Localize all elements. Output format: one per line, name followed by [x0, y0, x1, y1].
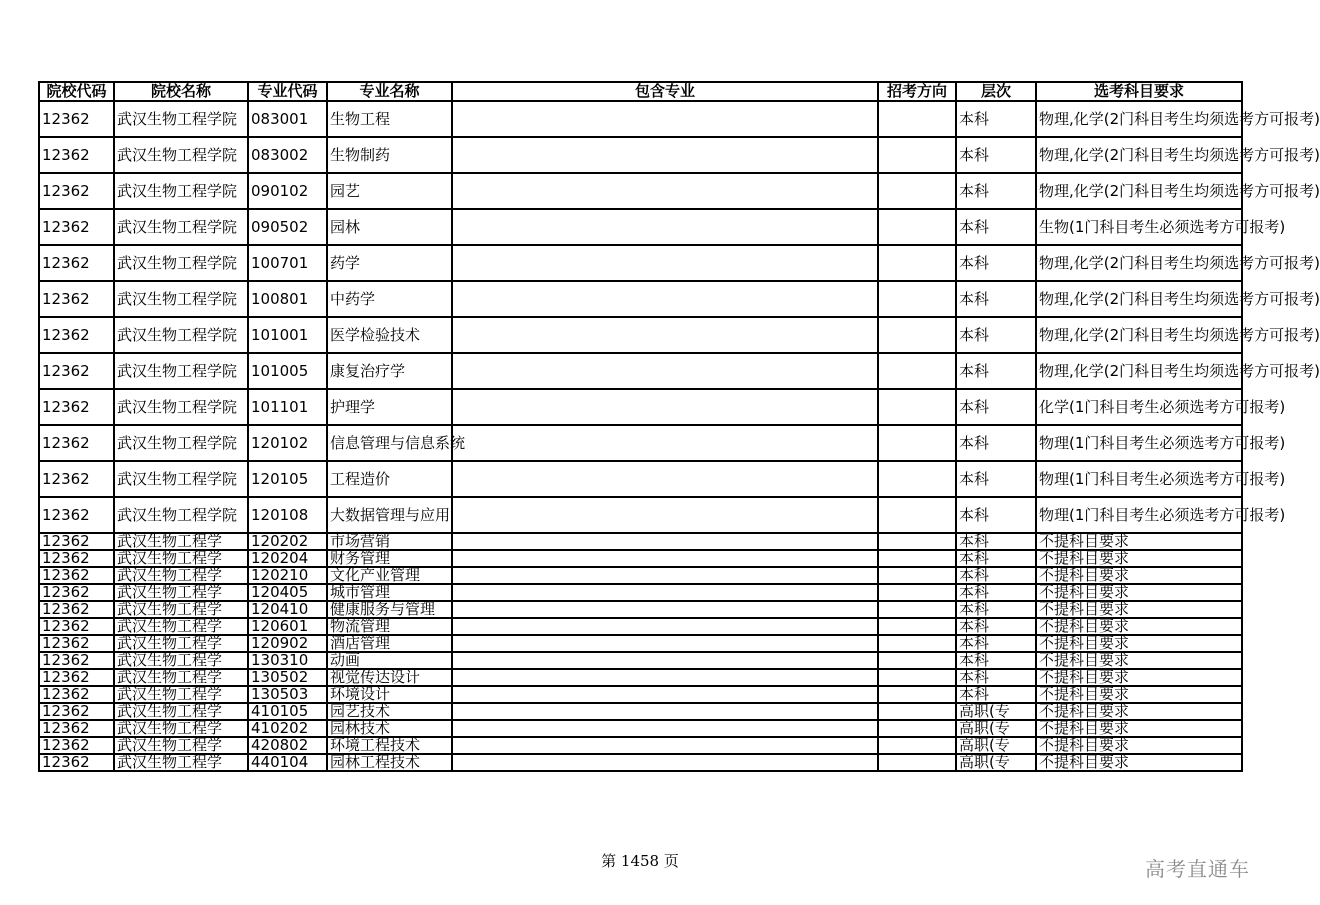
cell-level: 本科 [956, 137, 1036, 173]
cell-level: 本科 [956, 461, 1036, 497]
cell-school-name: 武汉生物工程学院 [114, 389, 248, 425]
cell-direction [878, 245, 956, 281]
cell-school-code: 12362 [39, 618, 114, 635]
cell-subject-requirement: 物理,化学(2门科目考生均须选考方可报考) [1036, 317, 1242, 353]
cell-major-name: 园艺技术 [327, 703, 452, 720]
cell-direction [878, 754, 956, 771]
cell-included-majors [452, 317, 878, 353]
table-row [39, 686, 1242, 703]
cell-subject-requirement: 物理(1门科目考生必须选考方可报考) [1036, 461, 1242, 497]
cell-school-name: 武汉生物工程学 [114, 686, 248, 703]
cell-major-code: 420802 [248, 737, 327, 754]
cell-major-code: 120108 [248, 497, 327, 533]
cell-school-name: 武汉生物工程学院 [114, 425, 248, 461]
cell-included-majors [452, 281, 878, 317]
cell-major-code: 083001 [248, 101, 327, 137]
cell-level: 本科 [956, 245, 1036, 281]
cell-school-code: 12362 [39, 567, 114, 584]
cell-direction [878, 425, 956, 461]
cell-school-name: 武汉生物工程学 [114, 754, 248, 771]
cell-major-name: 物流管理 [327, 618, 452, 635]
cell-direction [878, 353, 956, 389]
cell-included-majors [452, 703, 878, 720]
cell-direction [878, 584, 956, 601]
cell-direction [878, 652, 956, 669]
cell-major-code: 440104 [248, 754, 327, 771]
cell-school-code: 12362 [39, 173, 114, 209]
cell-school-code: 12362 [39, 137, 114, 173]
cell-level: 本科 [956, 497, 1036, 533]
cell-subject-requirement: 不提科目要求 [1036, 567, 1242, 584]
cell-included-majors [452, 137, 878, 173]
cell-level: 本科 [956, 550, 1036, 567]
cell-school-code: 12362 [39, 245, 114, 281]
table-row [39, 209, 1242, 245]
cell-school-name: 武汉生物工程学院 [114, 209, 248, 245]
cell-school-name: 武汉生物工程学 [114, 720, 248, 737]
cell-major-name: 财务管理 [327, 550, 452, 567]
cell-subject-requirement: 生物(1门科目考生必须选考方可报考) [1036, 209, 1242, 245]
cell-school-name: 武汉生物工程学院 [114, 353, 248, 389]
cell-major-name: 生物工程 [327, 101, 452, 137]
cell-subject-requirement: 物理,化学(2门科目考生均须选考方可报考) [1036, 281, 1242, 317]
table-row [39, 635, 1242, 652]
cell-included-majors [452, 209, 878, 245]
cell-subject-requirement: 物理(1门科目考生必须选考方可报考) [1036, 425, 1242, 461]
cell-included-majors [452, 245, 878, 281]
cell-included-majors [452, 353, 878, 389]
cell-school-name: 武汉生物工程学院 [114, 137, 248, 173]
cell-major-name: 城市管理 [327, 584, 452, 601]
cell-school-name: 武汉生物工程学 [114, 669, 248, 686]
cell-subject-requirement: 不提科目要求 [1036, 618, 1242, 635]
cell-major-code: 120102 [248, 425, 327, 461]
cell-school-name: 武汉生物工程学院 [114, 245, 248, 281]
cell-included-majors [452, 737, 878, 754]
cell-subject-requirement: 不提科目要求 [1036, 737, 1242, 754]
cell-subject-requirement: 物理,化学(2门科目考生均须选考方可报考) [1036, 101, 1242, 137]
cell-major-code: 120601 [248, 618, 327, 635]
cell-major-name: 环境设计 [327, 686, 452, 703]
cell-included-majors [452, 567, 878, 584]
cell-school-name: 武汉生物工程学 [114, 601, 248, 618]
cell-direction [878, 703, 956, 720]
cell-school-name: 武汉生物工程学 [114, 618, 248, 635]
cell-major-code: 120105 [248, 461, 327, 497]
cell-direction [878, 101, 956, 137]
table-row [39, 245, 1242, 281]
cell-school-code: 12362 [39, 720, 114, 737]
header-included-majors: 包含专业 [452, 82, 878, 101]
cell-school-code: 12362 [39, 584, 114, 601]
cell-major-name: 园林技术 [327, 720, 452, 737]
cell-direction [878, 209, 956, 245]
table-row [39, 173, 1242, 209]
cell-school-code: 12362 [39, 703, 114, 720]
cell-direction [878, 720, 956, 737]
cell-school-code: 12362 [39, 209, 114, 245]
cell-school-code: 12362 [39, 353, 114, 389]
cell-level: 高职(专 [956, 720, 1036, 737]
table-row [39, 703, 1242, 720]
cell-level: 本科 [956, 635, 1036, 652]
cell-direction [878, 137, 956, 173]
cell-major-name: 园林工程技术 [327, 754, 452, 771]
cell-level: 本科 [956, 389, 1036, 425]
cell-included-majors [452, 389, 878, 425]
cell-level: 本科 [956, 533, 1036, 550]
cell-included-majors [452, 618, 878, 635]
cell-school-name: 武汉生物工程学 [114, 567, 248, 584]
cell-included-majors [452, 584, 878, 601]
cell-direction [878, 601, 956, 618]
cell-direction [878, 281, 956, 317]
cell-level: 本科 [956, 686, 1036, 703]
cell-major-code: 120902 [248, 635, 327, 652]
cell-major-code: 100701 [248, 245, 327, 281]
cell-school-name: 武汉生物工程学院 [114, 497, 248, 533]
cell-subject-requirement: 不提科目要求 [1036, 669, 1242, 686]
cell-school-code: 12362 [39, 635, 114, 652]
cell-level: 本科 [956, 101, 1036, 137]
cell-school-name: 武汉生物工程学 [114, 737, 248, 754]
cell-included-majors [452, 652, 878, 669]
cell-school-code: 12362 [39, 317, 114, 353]
cell-direction [878, 737, 956, 754]
cell-major-name: 动画 [327, 652, 452, 669]
cell-subject-requirement: 物理(1门科目考生必须选考方可报考) [1036, 497, 1242, 533]
admission-table [38, 81, 1320, 772]
header-major-code: 专业代码 [248, 82, 327, 101]
cell-direction [878, 533, 956, 550]
cell-major-name: 文化产业管理 [327, 567, 452, 584]
cell-level: 本科 [956, 652, 1036, 669]
header-major-name: 专业名称 [327, 82, 452, 101]
cell-level: 本科 [956, 618, 1036, 635]
cell-included-majors [452, 720, 878, 737]
cell-major-name: 生物制药 [327, 137, 452, 173]
cell-level: 本科 [956, 281, 1036, 317]
cell-school-code: 12362 [39, 550, 114, 567]
cell-included-majors [452, 425, 878, 461]
cell-major-code: 090502 [248, 209, 327, 245]
cell-major-code: 130503 [248, 686, 327, 703]
cell-major-name: 园林 [327, 209, 452, 245]
cell-level: 本科 [956, 425, 1036, 461]
table-row [39, 137, 1242, 173]
cell-subject-requirement: 不提科目要求 [1036, 720, 1242, 737]
cell-major-code: 410105 [248, 703, 327, 720]
cell-included-majors [452, 550, 878, 567]
cell-major-code: 101005 [248, 353, 327, 389]
cell-school-name: 武汉生物工程学 [114, 550, 248, 567]
cell-level: 本科 [956, 353, 1036, 389]
cell-major-code: 100801 [248, 281, 327, 317]
table-row [39, 497, 1242, 533]
cell-major-code: 130310 [248, 652, 327, 669]
cell-included-majors [452, 686, 878, 703]
cell-school-code: 12362 [39, 669, 114, 686]
cell-school-code: 12362 [39, 101, 114, 137]
cell-included-majors [452, 533, 878, 550]
cell-major-code: 120410 [248, 601, 327, 618]
header-direction: 招考方向 [878, 82, 956, 101]
cell-major-name: 市场营销 [327, 533, 452, 550]
cell-school-code: 12362 [39, 389, 114, 425]
cell-direction [878, 389, 956, 425]
cell-school-name: 武汉生物工程学 [114, 533, 248, 550]
cell-school-code: 12362 [39, 281, 114, 317]
cell-direction [878, 173, 956, 209]
cell-major-name: 园艺 [327, 173, 452, 209]
cell-school-code: 12362 [39, 461, 114, 497]
table-row [39, 389, 1242, 425]
header-school-name: 院校名称 [114, 82, 248, 101]
cell-included-majors [452, 497, 878, 533]
cell-school-name: 武汉生物工程学 [114, 584, 248, 601]
cell-level: 本科 [956, 669, 1036, 686]
watermark-logo-text: 高考直通车 [1145, 857, 1250, 881]
cell-subject-requirement: 不提科目要求 [1036, 584, 1242, 601]
table-row [39, 737, 1242, 754]
cell-level: 本科 [956, 209, 1036, 245]
cell-major-code: 083002 [248, 137, 327, 173]
cell-level: 本科 [956, 601, 1036, 618]
table-row [39, 567, 1242, 584]
cell-school-name: 武汉生物工程学院 [114, 461, 248, 497]
cell-included-majors [452, 461, 878, 497]
cell-major-name: 环境工程技术 [327, 737, 452, 754]
cell-direction [878, 497, 956, 533]
cell-included-majors [452, 601, 878, 618]
cell-major-code: 120202 [248, 533, 327, 550]
cell-school-code: 12362 [39, 754, 114, 771]
cell-subject-requirement: 物理,化学(2门科目考生均须选考方可报考) [1036, 173, 1242, 209]
cell-school-name: 武汉生物工程学院 [114, 101, 248, 137]
cell-major-code: 101101 [248, 389, 327, 425]
cell-level: 本科 [956, 584, 1036, 601]
cell-included-majors [452, 635, 878, 652]
table-row [39, 720, 1242, 737]
header-school-code: 院校代码 [39, 82, 114, 101]
cell-school-code: 12362 [39, 425, 114, 461]
cell-level: 本科 [956, 567, 1036, 584]
cell-major-name: 视觉传达设计 [327, 669, 452, 686]
cell-included-majors [452, 101, 878, 137]
cell-major-code: 120204 [248, 550, 327, 567]
cell-major-name: 酒店管理 [327, 635, 452, 652]
cell-subject-requirement: 物理,化学(2门科目考生均须选考方可报考) [1036, 245, 1242, 281]
table-row [39, 754, 1242, 771]
cell-level: 高职(专 [956, 737, 1036, 754]
cell-school-code: 12362 [39, 601, 114, 618]
cell-school-name: 武汉生物工程学院 [114, 281, 248, 317]
cell-level: 本科 [956, 317, 1036, 353]
cell-major-code: 130502 [248, 669, 327, 686]
cell-major-name: 护理学 [327, 389, 452, 425]
cell-level: 高职(专 [956, 754, 1036, 771]
table-row [39, 601, 1242, 618]
cell-major-name: 健康服务与管理 [327, 601, 452, 618]
header-level: 层次 [956, 82, 1036, 101]
table-row [39, 533, 1242, 550]
cell-subject-requirement: 不提科目要求 [1036, 533, 1242, 550]
cell-subject-requirement: 不提科目要求 [1036, 601, 1242, 618]
cell-school-name: 武汉生物工程学 [114, 635, 248, 652]
cell-major-name: 工程造价 [327, 461, 452, 497]
table-row [39, 353, 1242, 389]
cell-subject-requirement: 不提科目要求 [1036, 754, 1242, 771]
cell-major-name: 药学 [327, 245, 452, 281]
cell-subject-requirement: 不提科目要求 [1036, 635, 1242, 652]
cell-direction [878, 550, 956, 567]
table-row [39, 618, 1242, 635]
cell-school-code: 12362 [39, 652, 114, 669]
table-row [39, 425, 1242, 461]
cell-major-name: 康复治疗学 [327, 353, 452, 389]
header-row [39, 82, 1242, 101]
cell-subject-requirement: 不提科目要求 [1036, 550, 1242, 567]
cell-school-name: 武汉生物工程学 [114, 703, 248, 720]
cell-direction [878, 618, 956, 635]
cell-included-majors [452, 173, 878, 209]
cell-subject-requirement: 物理,化学(2门科目考生均须选考方可报考) [1036, 137, 1242, 173]
cell-subject-requirement: 物理,化学(2门科目考生均须选考方可报考) [1036, 353, 1242, 389]
cell-subject-requirement: 不提科目要求 [1036, 703, 1242, 720]
cell-major-code: 410202 [248, 720, 327, 737]
table-row [39, 317, 1242, 353]
cell-level: 本科 [956, 173, 1036, 209]
cell-school-name: 武汉生物工程学院 [114, 317, 248, 353]
cell-direction [878, 567, 956, 584]
cell-included-majors [452, 669, 878, 686]
cell-subject-requirement: 不提科目要求 [1036, 652, 1242, 669]
cell-direction [878, 686, 956, 703]
cell-major-code: 101001 [248, 317, 327, 353]
table-row [39, 550, 1242, 567]
page-number: 第 1458 页 [601, 852, 679, 870]
cell-school-code: 12362 [39, 533, 114, 550]
cell-school-code: 12362 [39, 737, 114, 754]
cell-direction [878, 635, 956, 652]
cell-major-name: 中药学 [327, 281, 452, 317]
cell-level: 高职(专 [956, 703, 1036, 720]
table-row [39, 652, 1242, 669]
cell-major-code: 120210 [248, 567, 327, 584]
cell-direction [878, 669, 956, 686]
table-row [39, 669, 1242, 686]
header-subject-requirement: 选考科目要求 [1036, 82, 1242, 101]
cell-major-code: 120405 [248, 584, 327, 601]
cell-subject-requirement: 化学(1门科目考生必须选考方可报考) [1036, 389, 1242, 425]
cell-major-name: 信息管理与信息系统 [327, 425, 452, 461]
cell-subject-requirement: 不提科目要求 [1036, 686, 1242, 703]
cell-school-code: 12362 [39, 497, 114, 533]
cell-school-name: 武汉生物工程学 [114, 652, 248, 669]
cell-major-name: 大数据管理与应用 [327, 497, 452, 533]
cell-major-code: 090102 [248, 173, 327, 209]
table-row [39, 281, 1242, 317]
cell-direction [878, 461, 956, 497]
cell-school-code: 12362 [39, 686, 114, 703]
table-row [39, 101, 1242, 137]
table-row [39, 461, 1242, 497]
table-row [39, 584, 1242, 601]
cell-major-name: 医学检验技术 [327, 317, 452, 353]
cell-included-majors [452, 754, 878, 771]
cell-direction [878, 317, 956, 353]
cell-school-name: 武汉生物工程学院 [114, 173, 248, 209]
